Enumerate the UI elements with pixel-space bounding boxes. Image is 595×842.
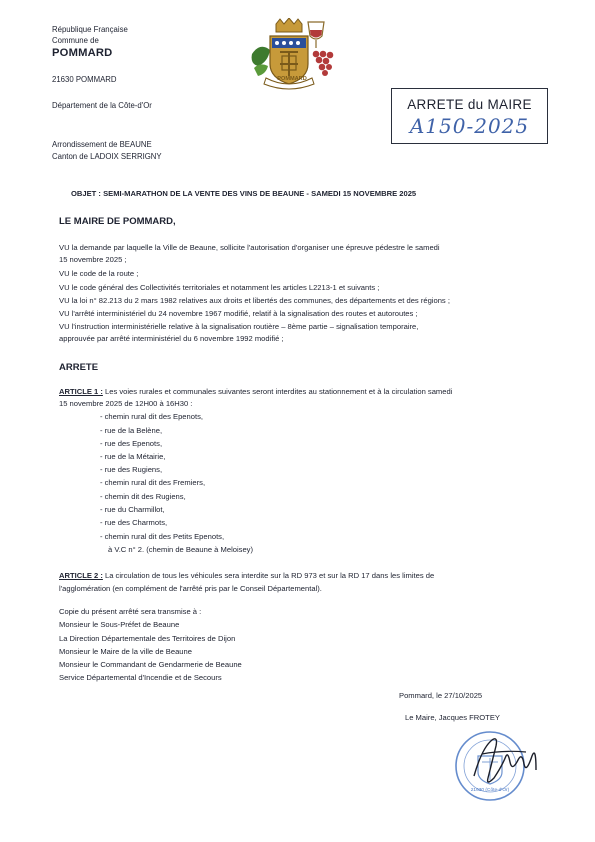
le-maire-heading: LE MAIRE DE POMMARD, [59,216,176,227]
arrete-heading: ARRETE [59,362,99,373]
republique-label: République Française [52,25,128,34]
official-seal [452,726,552,808]
arrete-number: A150-2025 [409,114,530,138]
signatory: Le Maire, Jacques FROTEY [405,713,500,722]
department: Département de la Côte-d'Or [52,101,152,110]
article2-line1 [59,570,434,581]
road-item: - rue des Charmots, [100,518,168,527]
recipient-item: Monsieur le Commandant de Gendarmerie de Beaune [59,660,242,669]
objet-line: OBJET : SEMI-MARATHON DE LA VENTE DES VINS DE BEAUNE - SAMEDI 15 NOVEMBRE 2025 [71,189,417,198]
vu-line: VU la demande par laquelle la Ville de Beaune, sollicite l'autorisation d'organiser une épreuve pédestre le samedi [59,243,440,252]
seal-text: 21630 (Côte-d'Or) [470,788,510,793]
canton: Canton de LADOIX SERRIGNY [52,152,162,161]
road-item: - rue des Epenots, [100,439,163,448]
recipient-item: Monsieur le Sous-Préfet de Beaune [59,620,180,629]
article2-line2: l'agglomération (en complément de l'arrêté pris par le Conseil Départemental). [59,584,322,593]
vu-line: approuvée par arrêté interministériel du 6 novembre 1992 modifié ; [59,334,284,343]
road-item: - chemin rural dit des Petits Epenots, [100,532,225,541]
vu-line: VU l'instruction interministérielle relative à la signalisation routière – 8ème partie – signalisation temporaire, [59,322,419,331]
recipient-item: La Direction Départementale des Territoires de Dijon [59,634,236,643]
article1-line1 [59,386,452,397]
place-date: Pommard, le 27/10/2025 [399,691,483,700]
road-item: - chemin rural dit des Fremiers, [100,478,206,487]
road-item: - rue des Rugiens, [100,465,163,474]
logo-banner-text: POMMARD [277,76,307,82]
article1-line2: 15 novembre 2025 de 12H00 à 16H30 : [59,399,193,408]
commune-of-label: Commune de [52,36,99,45]
article1-label: ARTICLE 1 : [59,387,103,396]
recipient-item: Service Départemental d'Incendie et de Secours [59,673,222,682]
vu-line: VU la loi n° 82.213 du 2 mars 1982 relatives aux droits et libertés des communes, des départements et des régions ; [59,296,450,305]
article2-text: La circulation de tous les véhicules sera interdite sur la RD 973 et sur la RD 17 dans les limites de [102,571,435,580]
arrete-stamp-box [391,88,548,144]
article1-text: Les voies rurales et communales suivantes seront interdites au stationnement et à la circulation samedi [102,387,453,396]
article2-label: ARTICLE 2 : [59,571,103,580]
vu-line: VU le code de la route ; [59,269,139,278]
copies-intro: Copie du présent arrêté sera transmise à : [59,607,202,616]
road-item: - rue de la Métairie, [100,452,166,461]
road-item: - chemin dit des Rugiens, [100,492,186,501]
vu-line: VU l'arrêté interministériel du 24 novembre 1967 modifié, relatif à la signalisation des routes et autoroutes ; [59,309,418,318]
vu-line: 15 novembre 2025 ; [59,255,127,264]
road-item: à V.C n° 2. (chemin de Beaune à Meloisey) [108,545,254,554]
recipient-item: Monsieur le Maire de la ville de Beaune [59,647,192,656]
arrondissement: Arrondissement de BEAUNE [52,140,152,149]
commune-name: POMMARD [52,47,113,59]
commune-logo [246,18,338,90]
postcode: 21630 POMMARD [52,75,117,84]
road-item: - rue du Charmillot, [100,505,165,514]
road-item: - rue de la Belène, [100,426,163,435]
road-item: - chemin rural dit des Epenots, [100,412,203,421]
vu-line: VU le code général des Collectivités territoriales et notamment les articles L2213-1 et suivants ; [59,283,380,292]
stamp-title: ARRETE du MAIRE [407,97,532,112]
